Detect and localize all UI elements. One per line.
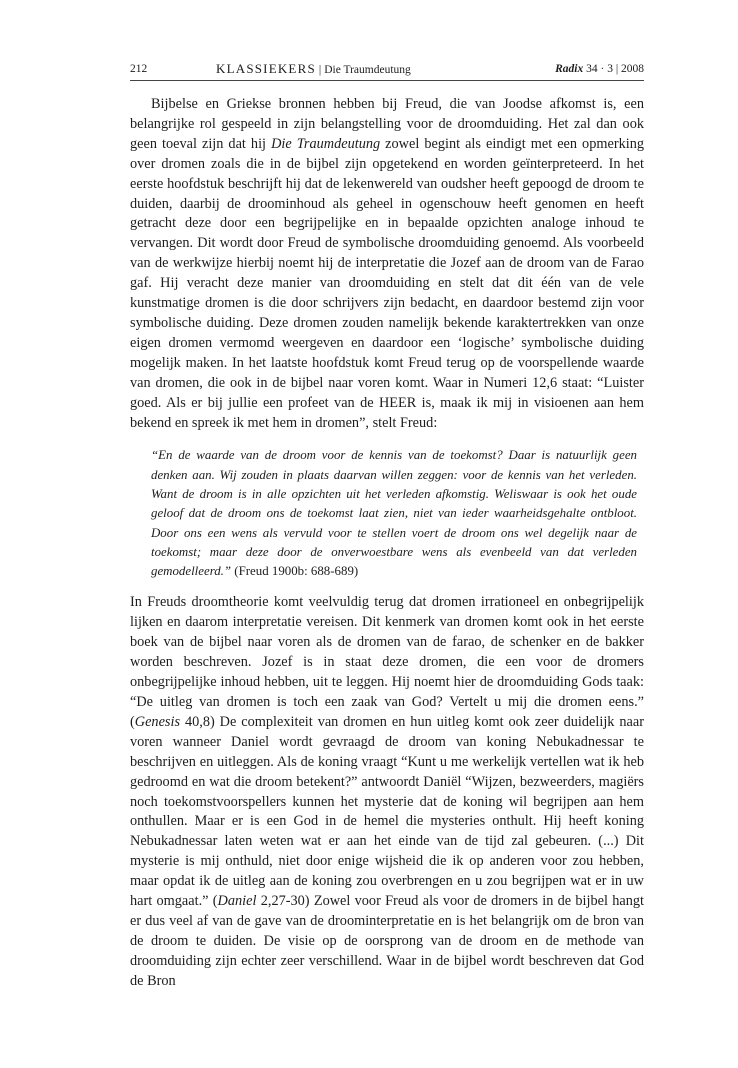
header-separator: | <box>318 64 322 76</box>
paragraph-1 <box>130 95 644 433</box>
header-center <box>216 58 411 81</box>
paragraph-2-text-c: 2,27-30) Zowel voor Freud als voor de dromers in de bijbel hangt er dus veel af van de gave van de droominterpretatie en is het belangrijk om de bron van de droom te duiden. De visie op de oorsprong van de droom en de methode van droomduiding zijn echter zeer verschillend. Waar in de bijbel wordt beschreven dat God de Bron <box>130 893 644 989</box>
journal-issue: 34 · 3 | 2008 <box>586 63 644 75</box>
paragraph-2 <box>130 593 644 991</box>
journal-info <box>555 58 644 80</box>
paragraph-1-text-a: Bijbelse en Griekse bronnen hebben bij Freud, die van Joodse afkomst is, een belangrijke rol gespeeld in zijn belangstelling voor de droomduiding. Het zal dan ook geen toeval zijn dat hij <box>130 96 644 152</box>
bible-reference-daniel: Daniel <box>217 893 257 910</box>
bible-reference-genesis: Genesis <box>134 713 181 730</box>
article-body <box>130 95 644 992</box>
page-number: 212 <box>130 63 148 75</box>
page <box>130 58 644 992</box>
running-header <box>130 58 644 81</box>
book-title: Die Traumdeutung <box>271 135 381 152</box>
journal-name: Radix <box>555 63 584 75</box>
quote-text: “En de waarde van de droom voor de kennis van de toekomst? Daar is natuurlijk geen denken aan. Wij zouden in plaats daarvan willen zeggen: voor de kennis van het verleden. Want de droom is in alle opzichten uit het verleden afkomstig. Weliswaar is ook het oude geloof dat de droom ons de toekomst laat zien, niet van ieder waarheidsgehalte ontbloot. Door ons een wens als vervuld voor te stellen voert de droom ons wel degelijk naar de toekomst; maar deze door de onverwoestbare wens als evenbeeld van dat verleden gemodelleerd.” <box>151 448 637 579</box>
bible-reference-numeri: Numeri <box>483 374 528 391</box>
quote-citation: (Freud 1900b: 688-689) <box>231 564 359 579</box>
paragraph-1-text-c: 12,6 staat: “Luister goed. Als er bij jullie een profeet van de HEER is, maak ik mij in visioenen aan hem bekend en spreek ik met hem in dromen”, stelt Freud: <box>130 374 644 431</box>
section-title: KLASSIEKERS <box>216 61 316 76</box>
paragraph-1-text-b: zowel begint als eindigt met een opmerking over dromen zoals die in de bijbel zijn opgetekend en worden geïnterpreteerd. In het eerste hoofdstuk beschrijft hij dat de lekenwereld van oudsher heeft gepoogd de droom te duiden, daarbij de droominhoud als geheel in ogenschouw heeft genomen en heeft getracht deze door een begrijpelijke en in bepaalde opzichten analoge inhoud te vervangen. Dit wordt door Freud de symbolische droomduiding genoemd. Als voorbeeld van de werkwijze hierbij noemt hij de interpretatie die Jozef aan de droom van de Farao gaf. Hij veracht deze manier van droomduiding en stelt dat dit één van de vele kunstmatige dromen is die door schrijvers zijn bedacht, en daardoor bestemd zijn voor symbolische duiding. Deze dromen zouden namelijk bekende karaktertrekken van onze eigen dromen vermomd weergeven en daardoor een ‘logische’ symbolische duiding mogelijk maken. In het laatste hoofdstuk komt Freud terug op de voorspellende waarde van dromen, die ook in de bijbel naar voren komt. Waar in <box>130 135 645 391</box>
paragraph-2-text-b: 40,8) De complexiteit van dromen en hun uitleg komt ook zeer duidelijk naar voren wanneer Daniel wordt gevraagd de droom van koning Nebukadnessar te beschrijven en uitleggen. Als de koning vraagt “Kunt u me werkelijk vertellen wat ik heb gedroomd en wat die droom betekent?” antwoordt Daniël “Wijzen, bezweerders, magiërs noch toekomstvoorspellers kunnen het mysterie dat de koning wil begrijpen aan hem onthullen. Maar er is een God in de hemel die mysteries onthult. Hij heeft koning Nebukadnessar laten weten wat er aan het einde van de tijd zal gebeuren. (...) Dit mysterie is mij onthuld, niet door enige wijsheid die ik op anderen voor zou hebben, maar opdat ik de uitleg aan de koning zou overbrengen en u zou begrijpen wat er in uw hart omgaat.” ( <box>130 713 644 910</box>
block-quote <box>151 446 637 581</box>
section-subtitle: Die Traumdeutung <box>324 64 411 76</box>
paragraph-2-text-a: In Freuds droomtheorie komt veelvuldig terug dat dromen irrationeel en onbegrijpelijk lijken en daarom interpretatie vereisen. Dit kenmerk van dromen komt ook in het eerste boek van de bijbel naar voren als de dromen van de farao, de schenker en de bakker worden beschreven. Jozef is in staat deze dromen, die een voor de dromers onbegrijpelijke inhoud hebben, uit te leggen. Hij noemt hier de droomduiding Gods taak: “De uitleg van dromen is toch een zaak van God? Vertelt u mij die dromen eens.” ( <box>130 594 644 730</box>
